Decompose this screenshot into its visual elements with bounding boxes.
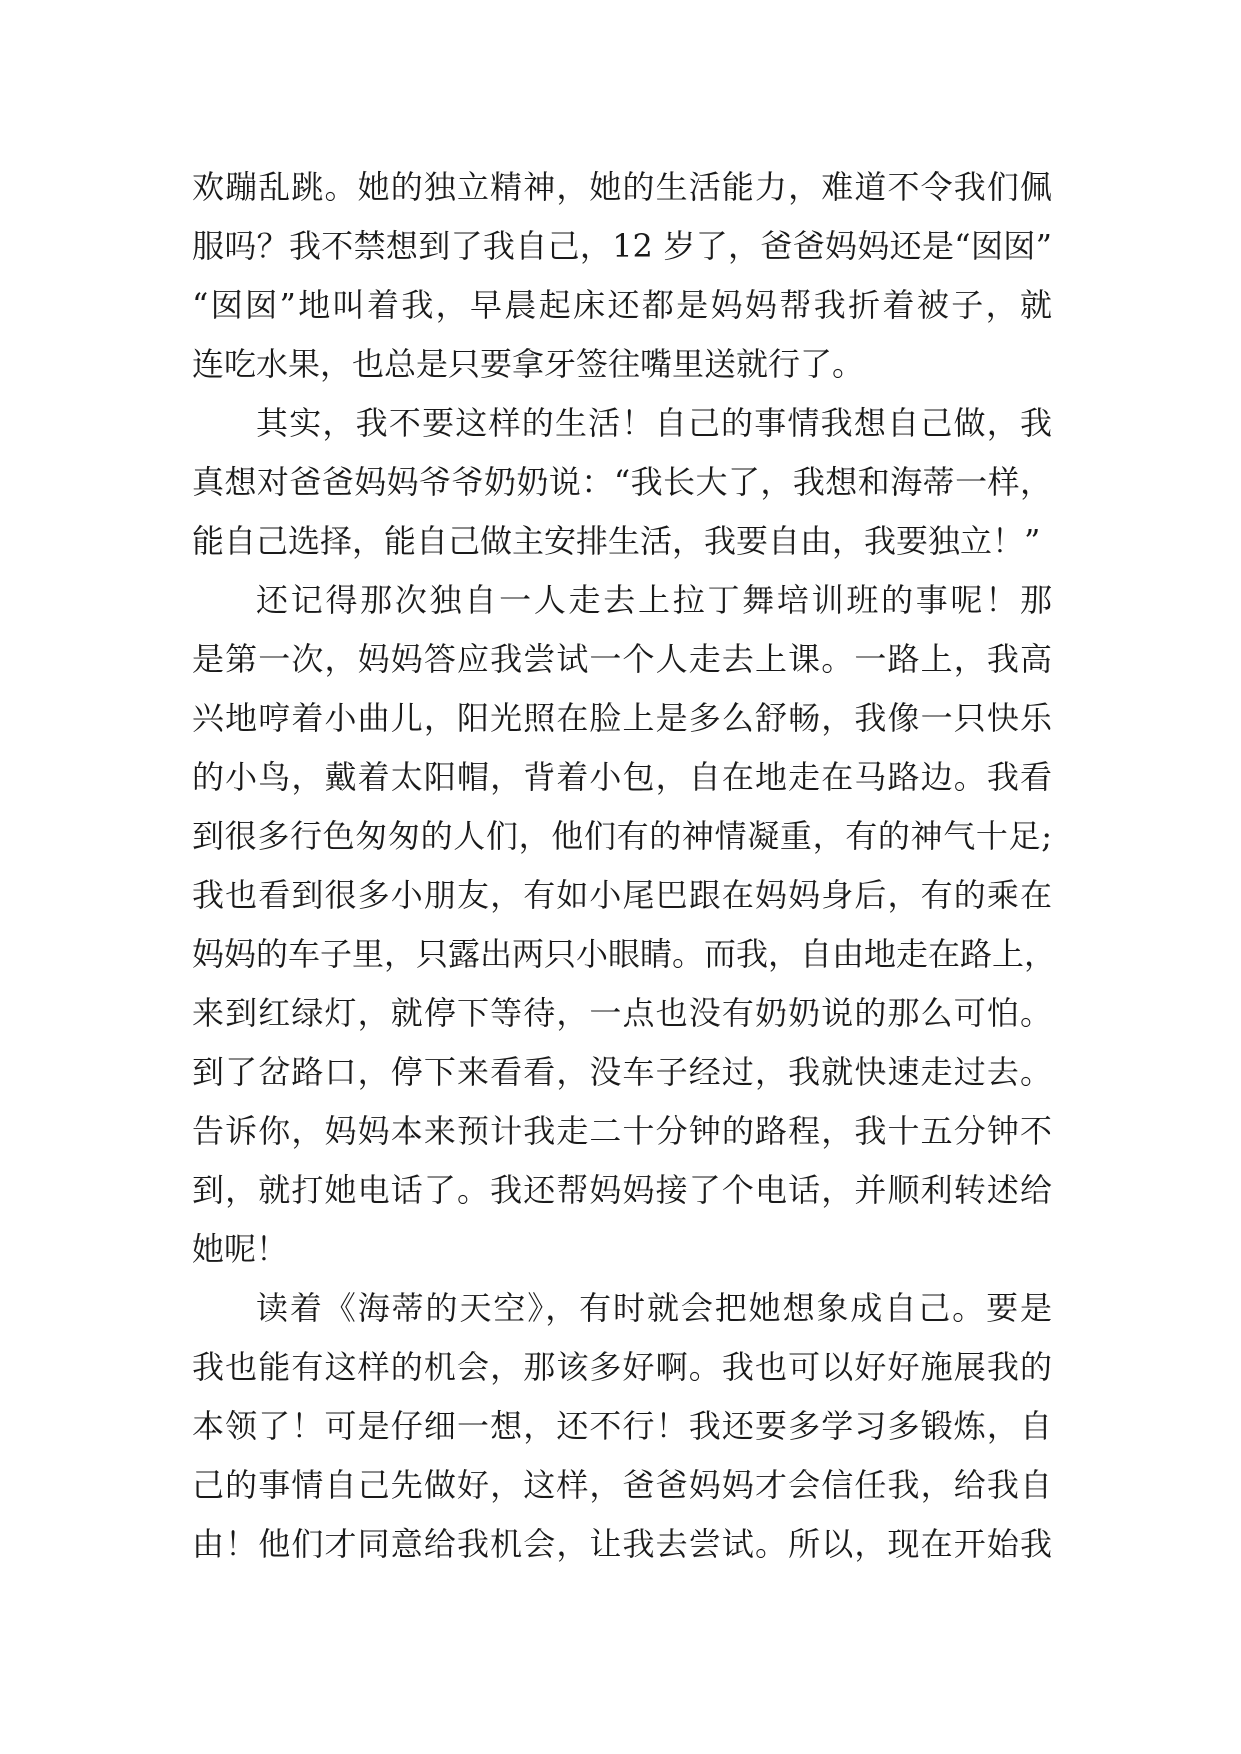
text-line: 己的事情自己先做好，这样，爸爸妈妈才会信任我，给我自 [192, 1466, 1052, 1504]
text-line: 到很多行色匆匆的人们，他们有的神情凝重，有的神气十足; [192, 817, 1052, 855]
text-line: 连吃水果，也总是只要拿牙签往嘴里送就行了。 [192, 345, 865, 383]
text-line: 的小鸟，戴着太阳帽，背着小包，自在地走在马路边。我看 [192, 758, 1052, 796]
text-line: 是第一次，妈妈答应我尝试一个人走去上课。一路上，我高 [192, 640, 1052, 678]
text-line: 告诉你，妈妈本来预计我走二十分钟的路程，我十五分钟不 [192, 1112, 1052, 1150]
text-line: 妈妈的车子里，只露出两只小眼睛。而我，自由地走在路上， [192, 935, 1057, 973]
document-body [192, 158, 1057, 1574]
text-line: 真想对爸爸妈妈爷爷奶奶说：“我长大了，我想和海蒂一样， [192, 463, 1052, 501]
text-line: 兴地哼着小曲儿，阳光照在脸上是多么舒畅，我像一只快乐 [192, 699, 1052, 737]
text-line: 我也看到很多小朋友，有如小尾巴跟在妈妈身后，有的乘在 [192, 876, 1052, 914]
text-line: “囡囡”地叫着我，早晨起床还都是妈妈帮我折着被子，就 [192, 286, 1052, 324]
text-line: 本领了！可是仔细一想，还不行！我还要多学习多锻炼，自 [192, 1407, 1052, 1445]
text-line: 来到红绿灯，就停下等待，一点也没有奶奶说的那么可怕。 [192, 994, 1052, 1032]
text-line: 我也能有这样的机会，那该多好啊。我也可以好好施展我的 [192, 1348, 1052, 1386]
text-line: 能自己选择，能自己做主安排生活，我要自由，我要独立！” [192, 522, 1041, 560]
text-line: 还记得那次独自一人走去上拉丁舞培训班的事呢！那 [256, 581, 1052, 619]
text-line: 读着《海蒂的天空》，有时就会把她想象成自己。要是 [256, 1289, 1052, 1327]
text-line: 欢蹦乱跳。她的独立精神，她的生活能力，难道不令我们佩 [192, 168, 1052, 206]
text-line: 到，就打她电话了。我还帮妈妈接了个电话，并顺利转述给 [192, 1171, 1052, 1209]
text-line: 服吗？我不禁想到了我自己，12 岁了，爸爸妈妈还是“囡囡” [192, 227, 1052, 265]
text-line: 由！他们才同意给我机会，让我去尝试。所以，现在开始我 [192, 1525, 1052, 1563]
text-line: 她呢！ [192, 1230, 289, 1268]
text-line: 其实，我不要这样的生活！自己的事情我想自己做，我 [256, 404, 1052, 442]
text-line: 到了岔路口，停下来看看，没车子经过，我就快速走过去。 [192, 1053, 1052, 1091]
